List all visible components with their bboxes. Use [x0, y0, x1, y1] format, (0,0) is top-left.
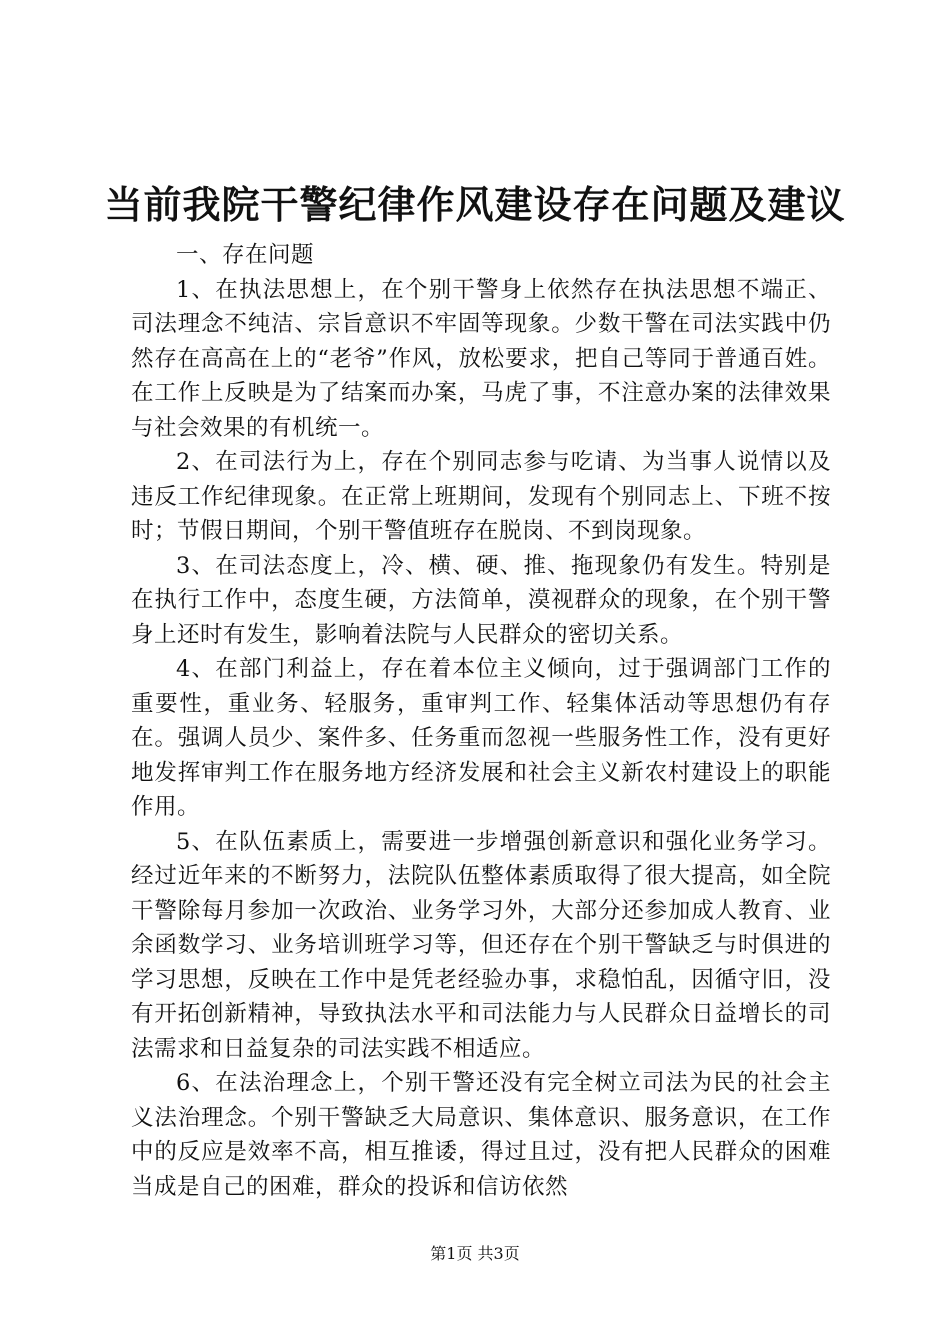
paragraph-4: 4、在部门利益上，存在着本位主义倾向，过于强调部门工作的重要性，重业务、轻服务，重审判工作、轻集体活动等思想仍有存在。强调人员少、案件多、任务重而忽视一些服务性工作，没有更好地发挥审判工作在服务地方经济发展和社会主义新农村建设上的职能作用。: [131, 656, 831, 820]
paragraph-2: 2、在司法行为上，存在个别同志参与吃请、为当事人说情以及违反工作纪律现象。在正常上班期间，发现有个别同志上、下班不按时；节假日期间，个别干警值班存在脱岗、不到岗现象。: [131, 449, 831, 544]
section-heading: 一、存在问题: [176, 242, 315, 268]
paragraph-5: 5、在队伍素质上，需要进一步增强创新意识和强化业务学习。经过近年来的不断努力，法院队伍整体素质取得了很大提高，如全院干警除每月参加一次政治、业务学习外，大部分还参加成人教育、业余函数学习、业务培训班学习等，但还存在个别干警缺乏与时俱进的学习思想，反映在工作中是凭老经验办事，求稳怕乱，因循守旧，没有开拓创新精神，导致执法水平和司法能力与人民群众日益增长的司法需求和日益复杂的司法实践不相适应。: [131, 828, 831, 1062]
paragraph-3: 3、在司法态度上，冷、横、硬、推、拖现象仍有发生。特别是在执行工作中，态度生硬，方法简单，漠视群众的现象，在个别干警身上还时有发生，影响着法院与人民群众的密切关系。: [131, 552, 831, 648]
paragraph-6: 6、在法治理念上，个别干警还没有完全树立司法为民的社会主义法治理念。个别干警缺乏大局意识、集体意识、服务意识，在工作中的反应是效率不高，相互推诿，得过且过，没有把人民群众的困难当成是自己的困难，群众的投诉和信访依然: [131, 1070, 831, 1200]
document-title: 当前我院干警纪律作风建设存在问题及建议: [104, 182, 846, 227]
paragraph-1: 1、在执法思想上，在个别干警身上依然存在执法思想不端正、司法理念不纯洁、宗旨意识不牢固等现象。少数干警在司法实践中仍然存在高高在上的“老爷”作风，放松要求，把自己等同于普通百姓。在工作上反映是为了结案而办案，马虎了事，不注意办案的法律效果与社会效果的有机统一。: [131, 276, 831, 441]
document-body: [131, 238, 831, 1204]
page-footer: 第1页 共3页: [430, 1244, 520, 1263]
